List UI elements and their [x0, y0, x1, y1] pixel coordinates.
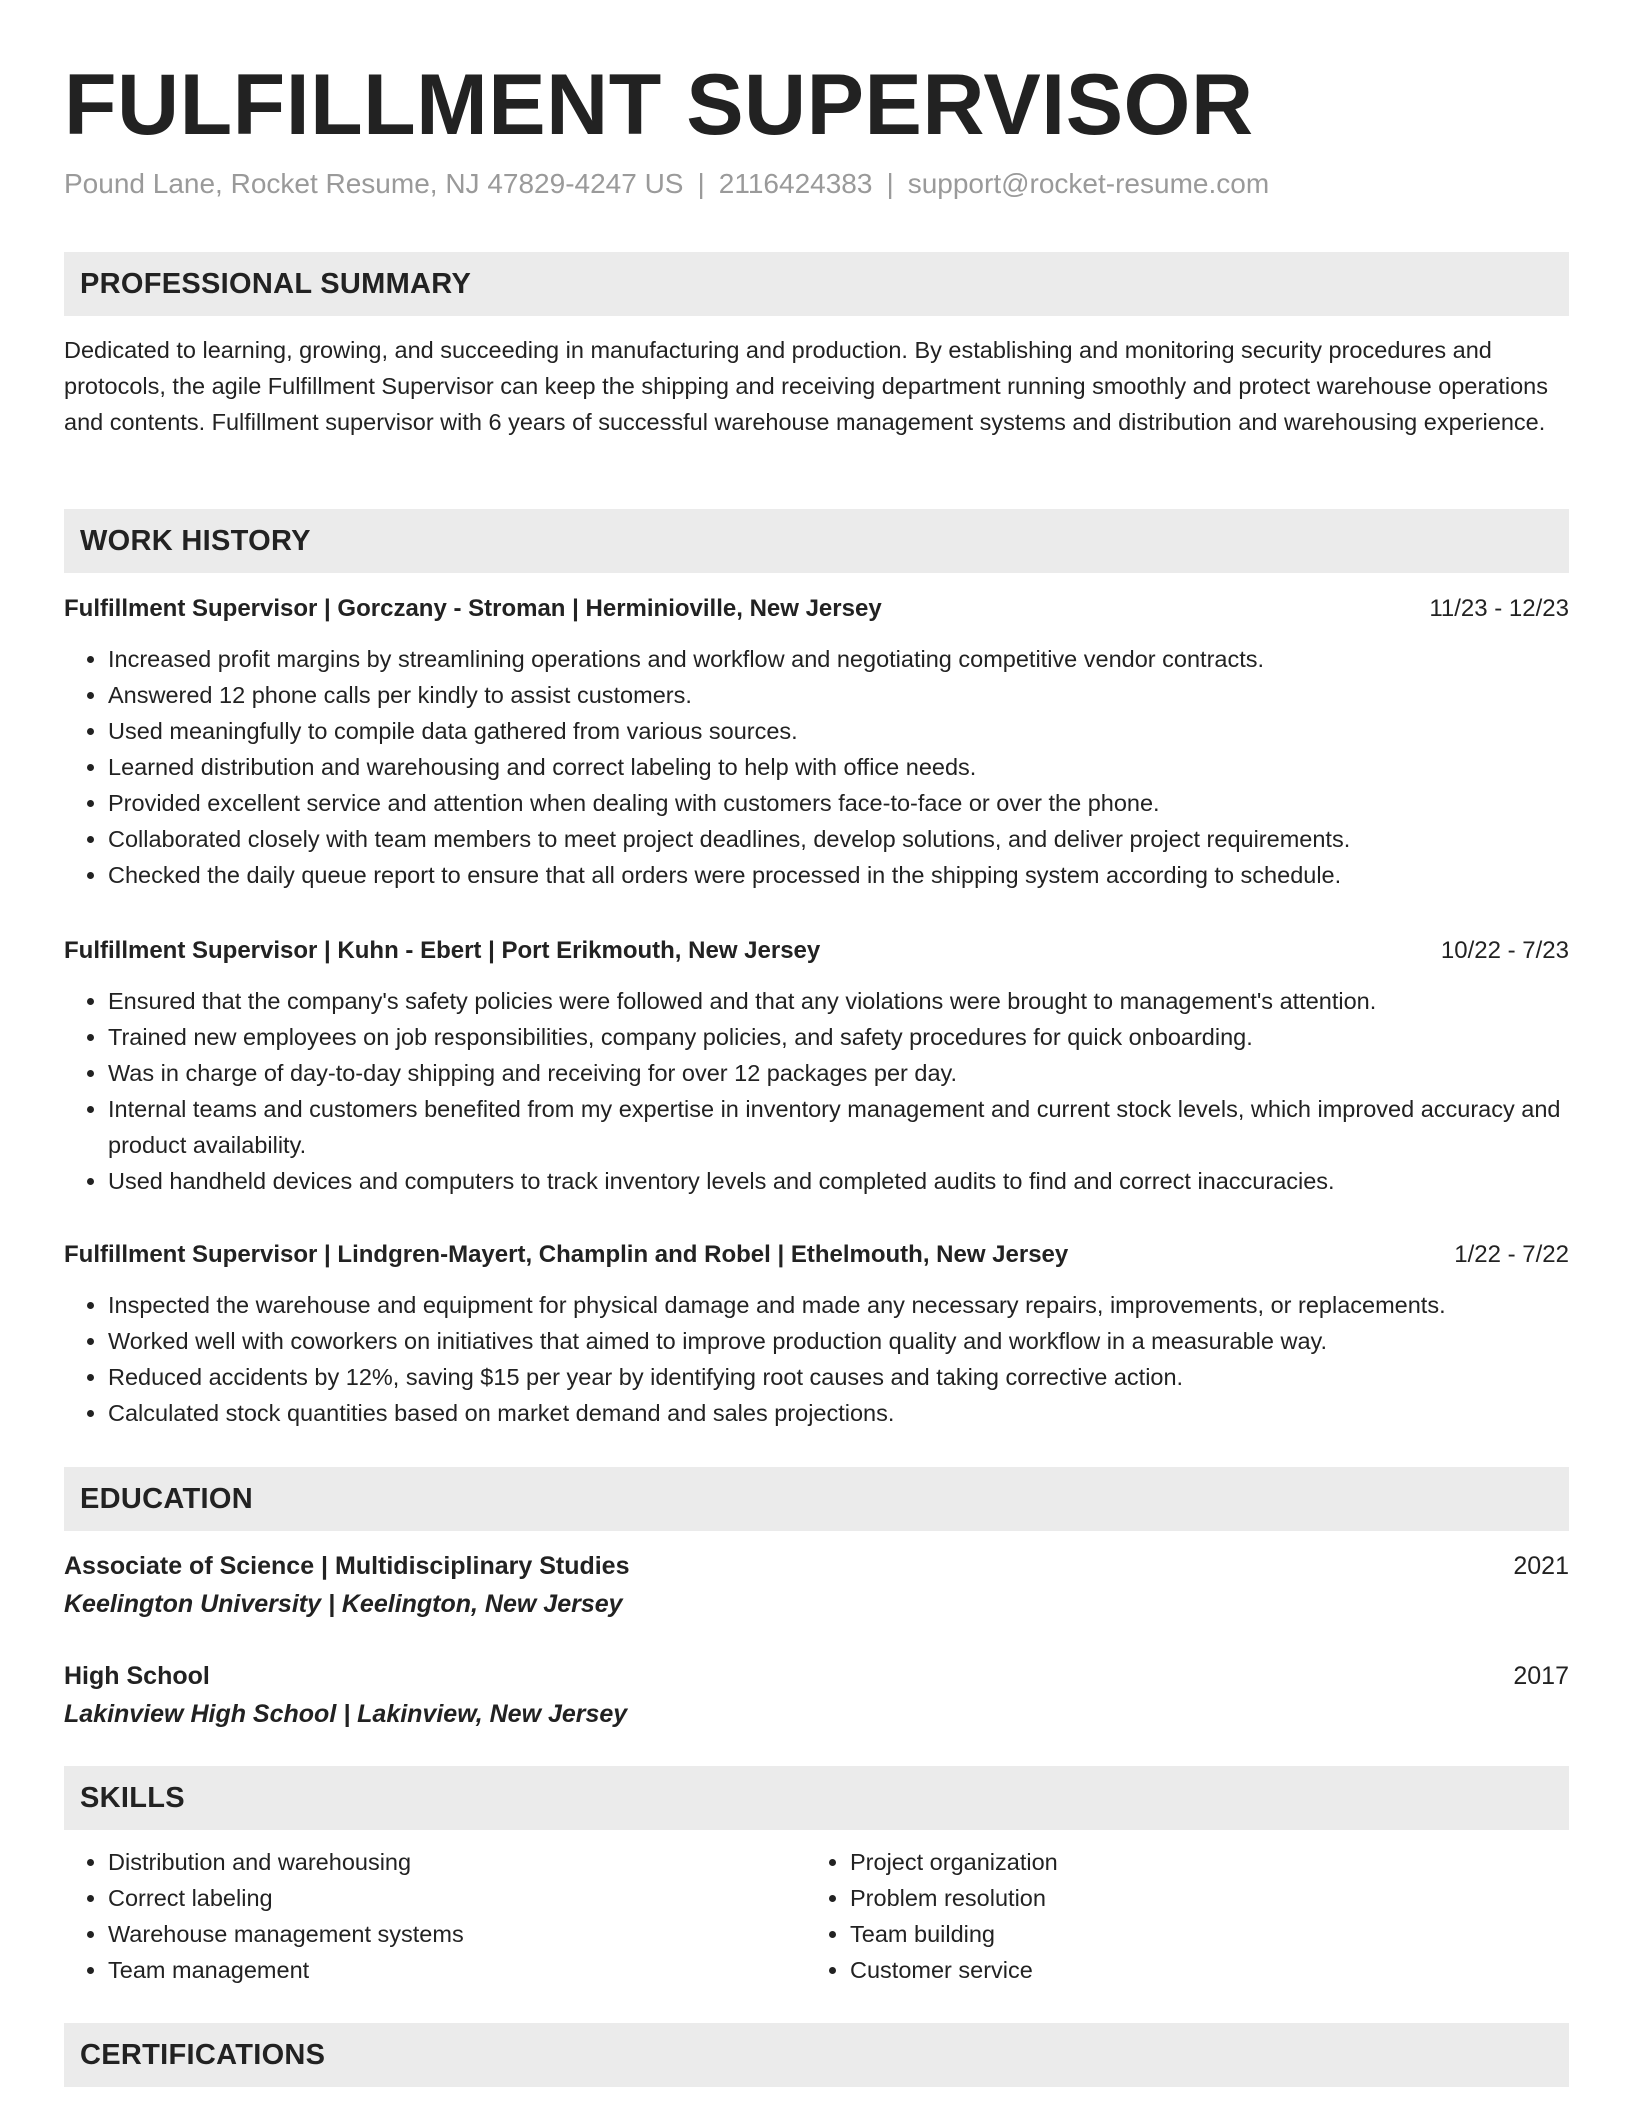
bullet-item: • Reduced accidents by 12%, saving $15 per year by identifying root causes and taking corrective action.: [108, 1359, 1569, 1395]
job-header: [64, 931, 1569, 971]
phone-number: 2116424383: [718, 168, 873, 199]
school-name: Keelington University | Keelington, New Jersey: [64, 1590, 623, 1618]
skill-item: • Project organization: [850, 1844, 1548, 1880]
skill-item: • Warehouse management systems: [108, 1916, 806, 1952]
section-header-education: [64, 1467, 1569, 1531]
job-entry: [64, 1235, 1569, 1431]
bullet-item: • Inspected the warehouse and equipment for physical damage and made any necessary repairs, improvements, or replacements.: [108, 1287, 1569, 1323]
bullet-item: • Was in charge of day-to-day shipping and receiving for over 12 packages per day.: [108, 1055, 1569, 1091]
skill-item: • Distribution and warehousing: [108, 1844, 806, 1880]
job-bullets: [64, 1287, 1569, 1431]
section-header-skills: [64, 1766, 1569, 1830]
email-address: support@rocket-resume.com: [907, 168, 1270, 199]
section-header-summary: [64, 252, 1569, 316]
skill-item: • Customer service: [850, 1952, 1548, 1988]
job-header: [64, 1235, 1569, 1275]
job-title: Fulfillment Supervisor | Lindgren-Mayert, Champlin and Robel | Ethelmouth, New Jersey: [64, 1241, 1069, 1268]
education-entry: [64, 1547, 1569, 1623]
bullet-item: • Internal teams and customers benefited from my expertise in inventory management and current stock levels, which improved accuracy and product availability.: [108, 1091, 1569, 1163]
job-title: Fulfillment Supervisor | Kuhn - Ebert | Port Erikmouth, New Jersey: [64, 937, 821, 964]
job-bullets: [64, 983, 1569, 1199]
bullet-item: • Learned distribution and warehousing and correct labeling to help with office needs.: [108, 749, 1569, 785]
job-dates: 10/22 - 7/23: [1440, 937, 1569, 964]
job-dates: 1/22 - 7/22: [1454, 1241, 1569, 1268]
skill-item: • Team building: [850, 1916, 1548, 1952]
bullet-item: • Ensured that the company's safety policies were followed and that any violations were brought to management's attention.: [108, 983, 1569, 1019]
section-title: PROFESSIONAL SUMMARY: [80, 268, 472, 300]
contact-line: [64, 164, 1269, 204]
section-title: WORK HISTORY: [80, 525, 311, 557]
job-dates: 11/23 - 12/23: [1429, 595, 1569, 622]
bullet-item: • Answered 12 phone calls per kindly to assist customers.: [108, 677, 1569, 713]
skills-list: [64, 1844, 1569, 1988]
contact-separator: |: [886, 168, 894, 199]
summary-text: Dedicated to learning, growing, and succeeding in manufacturing and production. By establishing and monitoring security procedures and protocols, the agile Fulfillment Supervisor can keep the shipping and receiving department running smoothly and protect warehouse operations and contents. Fulfillment supervisor with 6 years of successful warehouse management systems and distribution and warehousing experience.: [64, 337, 1548, 435]
bullet-item: • Calculated stock quantities based on market demand and sales projections.: [108, 1395, 1569, 1431]
bullet-item: • Worked well with coworkers on initiatives that aimed to improve production quality and workflow in a measurable way.: [108, 1323, 1569, 1359]
bullet-item: • Collaborated closely with team members to meet project deadlines, develop solutions, and deliver project requirements.: [108, 821, 1569, 857]
section-title: SKILLS: [80, 1782, 185, 1814]
candidate-name: FULFILLMENT SUPERVISOR: [64, 57, 1254, 153]
bullet-item: • Checked the daily queue report to ensure that all orders were processed in the shipping system according to schedule.: [108, 857, 1569, 893]
section-header-work-history: [64, 509, 1569, 573]
bullet-item: • Used meaningfully to compile data gathered from various sources.: [108, 713, 1569, 749]
bullet-item: • Trained new employees on job responsibilities, company policies, and safety procedures for quick onboarding.: [108, 1019, 1569, 1055]
section-title: CERTIFICATIONS: [80, 2039, 326, 2071]
education-header: [64, 1657, 1569, 1695]
skill-item: • Team management: [108, 1952, 806, 1988]
address: Pound Lane, Rocket Resume, NJ 47829-4247 US: [64, 168, 684, 199]
section-header-certifications: [64, 2023, 1569, 2087]
bullet-item: • Used handheld devices and computers to track inventory levels and completed audits to find and correct inaccuracies.: [108, 1163, 1569, 1199]
degree-title: High School: [64, 1662, 210, 1690]
degree-title: Associate of Science | Multidisciplinary Studies: [64, 1552, 630, 1580]
bullet-item: • Provided excellent service and attention when dealing with customers face-to-face or over the phone.: [108, 785, 1569, 821]
bullet-item: • Increased profit margins by streamlining operations and workflow and negotiating competitive vendor contracts.: [108, 641, 1569, 677]
education-header: [64, 1547, 1569, 1585]
skill-item: • Correct labeling: [108, 1880, 806, 1916]
job-entry: [64, 931, 1569, 1199]
job-entry: [64, 589, 1569, 893]
contact-separator: |: [697, 168, 705, 199]
section-title: EDUCATION: [80, 1483, 253, 1515]
job-bullets: [64, 641, 1569, 893]
education-entry: [64, 1657, 1569, 1733]
school-name: Lakinview High School | Lakinview, New Jersey: [64, 1700, 628, 1728]
graduation-year: 2017: [1513, 1662, 1569, 1690]
skills-column-right: [806, 1844, 1548, 1988]
skills-column-left: [64, 1844, 806, 1988]
skill-item: • Problem resolution: [850, 1880, 1548, 1916]
job-title: Fulfillment Supervisor | Gorczany - Stroman | Herminioville, New Jersey: [64, 595, 882, 622]
job-header: [64, 589, 1569, 629]
graduation-year: 2021: [1513, 1552, 1569, 1580]
